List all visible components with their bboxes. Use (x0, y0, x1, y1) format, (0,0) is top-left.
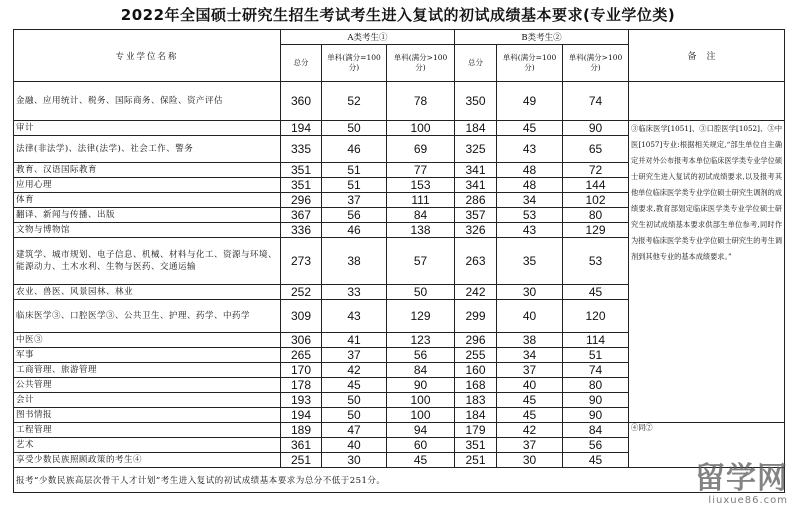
program-name-cell: 临床医学③、口腔医学③、公共卫生、护理、药学、中药学 (14, 300, 281, 333)
header-group-a: A类考生① (281, 30, 455, 45)
score-cell-a-100: 52 (322, 82, 387, 121)
table-body (14, 82, 785, 468)
footnote: 报考“少数民族高层次骨干人才计划”考生进入复试的初试成绩基本要求为总分不低于251分。 (14, 468, 785, 493)
score-cell-b-100: 30 (497, 285, 563, 300)
score-cell-a-over: 78 (387, 82, 455, 121)
score-cell-b-100: 40 (497, 300, 563, 333)
score-cell-a-over: 77 (387, 163, 455, 178)
score-cell-b-100: 43 (497, 136, 563, 163)
score-cell-a-over: 153 (387, 178, 455, 193)
score-cell-a-100: 51 (322, 178, 387, 193)
score-cell-b-100: 34 (497, 193, 563, 208)
table-row (14, 82, 785, 121)
score-cell-a-100: 50 (322, 393, 387, 408)
program-name-cell: 文物与博物馆 (14, 223, 281, 238)
score-cell-a-over: 84 (387, 208, 455, 223)
score-cell-a-100: 46 (322, 223, 387, 238)
score-cell-b-total: 255 (455, 348, 497, 363)
score-cell-b-total: 326 (455, 223, 497, 238)
score-cell-b-100: 30 (497, 453, 563, 468)
page-title: 2022年全国硕士研究生招生考试考生进入复试的初试成绩基本要求(专业学位类) (120, 6, 676, 24)
score-cell-a-total: 194 (281, 408, 322, 423)
score-cell-a-100: 45 (322, 378, 387, 393)
score-cell-b-over: 74 (563, 363, 629, 378)
score-cell-b-100: 53 (497, 208, 563, 223)
score-cell-b-over: 65 (563, 136, 629, 163)
score-cell-a-total: 189 (281, 423, 322, 438)
score-cell-b-100: 48 (497, 163, 563, 178)
header-a-total: 总分 (281, 45, 322, 82)
score-cell-a-100: 47 (322, 423, 387, 438)
score-cell-a-100: 33 (322, 285, 387, 300)
score-cell-b-100: 49 (497, 82, 563, 121)
score-cell-a-total: 193 (281, 393, 322, 408)
score-cell-a-over: 123 (387, 333, 455, 348)
score-cell-a-total: 273 (281, 238, 322, 285)
program-name-cell: 享受少数民族照顾政策的考生④ (14, 453, 281, 468)
score-cell-b-over: 45 (563, 453, 629, 468)
score-cell-a-over: 60 (387, 438, 455, 453)
score-cell-b-100: 37 (497, 438, 563, 453)
score-cell-b-total: 242 (455, 285, 497, 300)
program-name-cell: 体育 (14, 193, 281, 208)
score-cell-b-total: 179 (455, 423, 497, 438)
program-name-cell: 图书情报 (14, 408, 281, 423)
program-name-cell: 翻译、新闻与传播、出版 (14, 208, 281, 223)
score-cell-a-total: 170 (281, 363, 322, 378)
score-cell-a-100: 37 (322, 348, 387, 363)
header-b-sub100: 单科(满分=100分) (497, 45, 563, 82)
score-cell-a-over: 100 (387, 393, 455, 408)
score-cell-b-over: 72 (563, 163, 629, 178)
score-cell-a-over: 129 (387, 300, 455, 333)
score-cell-b-total: 350 (455, 82, 497, 121)
program-name-cell: 应用心理 (14, 178, 281, 193)
program-name-cell: 艺术 (14, 438, 281, 453)
note-bottom-cell: ④同② (629, 423, 785, 468)
program-name-cell: 农业、兽医、风景园林、林业 (14, 285, 281, 300)
watermark-text: 留学网 (695, 461, 788, 496)
score-cell-a-total: 251 (281, 453, 322, 468)
score-cell-a-total: 252 (281, 285, 322, 300)
score-cell-a-100: 43 (322, 300, 387, 333)
score-cell-a-total: 335 (281, 136, 322, 163)
header-a-sub100: 单科(满分=100分) (322, 45, 387, 82)
score-cell-a-100: 41 (322, 333, 387, 348)
score-cell-a-100: 37 (322, 193, 387, 208)
score-table (13, 29, 785, 493)
score-cell-a-100: 38 (322, 238, 387, 285)
header-group-b: B类考生② (455, 30, 629, 45)
score-cell-b-total: 357 (455, 208, 497, 223)
score-cell-a-over: 100 (387, 121, 455, 136)
score-cell-a-total: 336 (281, 223, 322, 238)
score-cell-b-total: 286 (455, 193, 497, 208)
score-cell-a-total: 367 (281, 208, 322, 223)
score-cell-b-total: 184 (455, 408, 497, 423)
program-name-cell: 会计 (14, 393, 281, 408)
score-cell-b-over: 90 (563, 121, 629, 136)
score-cell-a-100: 42 (322, 363, 387, 378)
score-cell-a-over: 57 (387, 238, 455, 285)
score-cell-a-over: 69 (387, 136, 455, 163)
score-cell-b-total: 299 (455, 300, 497, 333)
score-cell-a-total: 309 (281, 300, 322, 333)
score-cell-a-100: 50 (322, 121, 387, 136)
score-cell-a-100: 40 (322, 438, 387, 453)
score-cell-a-over: 138 (387, 223, 455, 238)
score-cell-a-100: 46 (322, 136, 387, 163)
score-cell-b-100: 43 (497, 223, 563, 238)
score-cell-b-100: 37 (497, 363, 563, 378)
score-cell-b-100: 40 (497, 378, 563, 393)
score-cell-a-100: 30 (322, 453, 387, 468)
score-cell-b-total: 351 (455, 438, 497, 453)
program-name-cell: 建筑学、城市规划、电子信息、机械、材料与化工、资源与环境、能源动力、土木水利、生物与医药、交通运输 (14, 238, 281, 285)
score-cell-a-over: 94 (387, 423, 455, 438)
watermark-logo (618, 463, 788, 509)
score-cell-a-over: 111 (387, 193, 455, 208)
table-row (14, 423, 785, 438)
header-b-total: 总分 (455, 45, 497, 82)
score-cell-a-over: 50 (387, 285, 455, 300)
score-cell-a-over: 84 (387, 363, 455, 378)
score-cell-b-100: 34 (497, 348, 563, 363)
score-cell-b-total: 168 (455, 378, 497, 393)
score-cell-b-100: 38 (497, 333, 563, 348)
score-cell-b-total: 341 (455, 178, 497, 193)
score-cell-b-over: 45 (563, 285, 629, 300)
header-program-name: 专业学位名称 (14, 30, 281, 82)
score-cell-b-total: 251 (455, 453, 497, 468)
program-name-cell: 中医③ (14, 333, 281, 348)
score-cell-b-100: 42 (497, 423, 563, 438)
score-cell-a-total: 265 (281, 348, 322, 363)
score-cell-b-over: 84 (563, 423, 629, 438)
score-cell-b-over: 80 (563, 208, 629, 223)
score-cell-a-total: 194 (281, 121, 322, 136)
score-cell-b-over: 51 (563, 348, 629, 363)
note-blank-cell (629, 82, 785, 121)
score-cell-b-over: 74 (563, 82, 629, 121)
program-name-cell: 法律(非法学)、法律(法学)、社会工作、警务 (14, 136, 281, 163)
score-cell-b-100: 45 (497, 393, 563, 408)
program-name-cell: 工程管理 (14, 423, 281, 438)
score-cell-a-total: 361 (281, 438, 322, 453)
score-cell-b-total: 184 (455, 121, 497, 136)
header-a-sub-over100: 单科(满分>100分) (387, 45, 455, 82)
score-cell-a-total: 296 (281, 193, 322, 208)
program-name-cell: 审计 (14, 121, 281, 136)
header-note: 备注 (629, 30, 785, 82)
score-cell-b-over: 53 (563, 238, 629, 285)
score-cell-a-total: 360 (281, 82, 322, 121)
score-cell-b-over: 120 (563, 300, 629, 333)
score-cell-b-over: 114 (563, 333, 629, 348)
watermark-url: liuxue86.com (708, 495, 788, 506)
score-cell-b-total: 263 (455, 238, 497, 285)
score-cell-b-over: 90 (563, 393, 629, 408)
program-name-cell: 金融、应用统计、税务、国际商务、保险、资产评估 (14, 82, 281, 121)
header-b-sub-over100: 单科(满分>100分) (563, 45, 629, 82)
score-cell-b-total: 341 (455, 163, 497, 178)
program-name-cell: 军事 (14, 348, 281, 363)
score-cell-a-100: 50 (322, 408, 387, 423)
score-cell-b-total: 160 (455, 363, 497, 378)
score-cell-a-total: 178 (281, 378, 322, 393)
score-cell-a-total: 351 (281, 163, 322, 178)
score-cell-b-over: 90 (563, 408, 629, 423)
score-cell-b-over: 56 (563, 438, 629, 453)
program-name-cell: 公共管理 (14, 378, 281, 393)
note-text-cell: ③临床医学[1051]、③口腔医学[1052]、③中医[1057]专业:根据相关规定,“部生单位自主确定并对外公布报考本单位临床医学类专业学位硕士研究生进入复试的初试成绩要求,以及报考其他单位临床医学类专业学位硕士研究生调剂的成绩要求,教育部划定临床医学类专业学位硕士研究生初试成绩基本要求供部生单位参考,同时作为报考临床医学类专业学位硕士研究生的考生调剂到其他专业的基本成绩要求。” (629, 121, 785, 423)
score-cell-a-over: 90 (387, 378, 455, 393)
score-cell-b-over: 129 (563, 223, 629, 238)
score-cell-b-total: 183 (455, 393, 497, 408)
score-cell-a-over: 100 (387, 408, 455, 423)
table-row (14, 121, 785, 136)
score-cell-b-over: 102 (563, 193, 629, 208)
score-cell-b-total: 296 (455, 333, 497, 348)
program-name-cell: 工商管理、旅游管理 (14, 363, 281, 378)
score-cell-b-total: 325 (455, 136, 497, 163)
score-cell-a-over: 45 (387, 453, 455, 468)
score-cell-b-over: 80 (563, 378, 629, 393)
score-cell-b-over: 144 (563, 178, 629, 193)
score-cell-b-100: 45 (497, 408, 563, 423)
score-cell-a-over: 56 (387, 348, 455, 363)
score-cell-a-100: 56 (322, 208, 387, 223)
score-cell-a-total: 306 (281, 333, 322, 348)
score-cell-b-100: 45 (497, 121, 563, 136)
score-cell-b-100: 35 (497, 238, 563, 285)
program-name-cell: 教育、汉语国际教育 (14, 163, 281, 178)
score-cell-a-100: 51 (322, 163, 387, 178)
score-cell-b-100: 48 (497, 178, 563, 193)
score-cell-a-total: 351 (281, 178, 322, 193)
